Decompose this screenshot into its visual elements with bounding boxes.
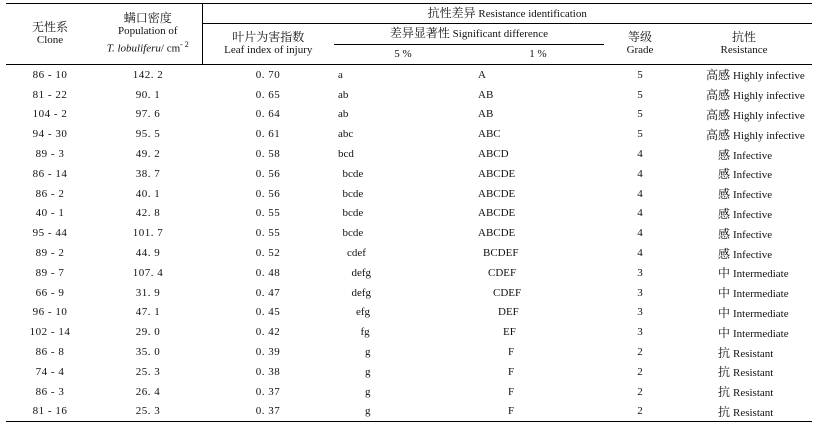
resistance-cell [676,382,812,402]
grade-cell: 2 [637,365,643,378]
significance-1-cell: ABCDE [478,167,516,180]
resistance-en: Infective [733,248,773,261]
resistance-zh: 抗性 [732,30,757,44]
grade-en: Grade [626,44,654,56]
table-row [6,362,812,382]
table-header [6,4,812,65]
clone-cell: 86 - 10 [32,68,68,81]
resistance-cell [676,105,812,125]
significance-1-cell: ABCDE [478,207,516,220]
resistance-en: Intermediate [733,327,789,340]
table-row [6,223,812,243]
leaf-index-cell: 0. 64 [255,108,281,121]
significance-5-cell: g [365,385,371,398]
resistance-cell [676,303,812,323]
resistance-zh: 中 [717,325,730,340]
population-cell: 107. 4 [132,266,164,279]
grade-cell: 4 [637,207,643,220]
species-name: T. lobuliferu [106,42,161,55]
resistance-ident-zh: 抗性差异 [427,5,476,20]
resistance-cell [676,85,812,105]
table-row [6,322,812,342]
clone-cell: 40 - 1 [35,207,65,220]
significance-header [334,24,604,45]
grade-cell: 3 [637,326,643,339]
population-header-zh: 螨口密度 [123,11,172,26]
resistance-cell [676,65,812,85]
significance-5-cell: fg [360,326,370,339]
clone-cell: 81 - 22 [32,88,68,101]
significance-1-cell: AB [478,108,494,121]
grade-cell: 2 [637,385,643,398]
table-row [6,65,812,85]
population-cell: 31. 9 [135,286,161,299]
resistance-zh: 感 [717,206,730,221]
clone-cell: 66 - 9 [35,286,65,299]
resistance-cell [676,342,812,362]
grade-cell: 2 [637,346,643,359]
leaf-index-zh: 叶片为害指数 [232,30,305,44]
significance-1-cell: CDEF [493,286,522,299]
resistance-en: Infective [733,149,773,162]
resistance-cell [676,362,812,382]
population-unit-exponent: - 2 [180,40,189,50]
leaf-index-cell: 0. 38 [255,365,281,378]
resistance-en: Resistant [733,347,774,360]
significance-1-cell: ABCDE [478,187,516,200]
grade-cell: 4 [637,167,643,180]
clone-cell: 89 - 7 [35,266,65,279]
significance-5-cell: cdef [347,247,366,260]
population-cell: 142. 2 [132,68,164,81]
significance-5-cell: bcd [338,148,354,161]
grade-cell: 5 [637,108,643,121]
leaf-index-cell: 0. 47 [255,286,281,299]
clone-cell: 89 - 2 [35,247,65,260]
leaf-index-cell: 0. 56 [255,167,281,180]
clone-cell: 74 - 4 [35,365,65,378]
leaf-index-en: Leaf index of injury [224,44,313,56]
leaf-index-cell: 0. 70 [255,68,281,81]
resistance-cell [676,223,812,243]
table-row [6,204,812,224]
grade-cell: 3 [637,286,643,299]
resistance-ident-header [202,4,812,24]
significance-5-cell: ab [338,108,349,121]
resistance-cell [676,144,812,164]
resistance-zh: 抗 [717,365,730,380]
grade-cell: 4 [637,187,643,200]
resistance-en: Highly infective [733,129,805,142]
clone-cell: 95 - 44 [32,227,68,240]
resistance-zh: 感 [717,167,730,182]
population-cell: 97. 6 [135,108,161,121]
resistance-en: Infective [733,208,773,221]
significance-5-cell: defg [351,286,372,299]
resistance-en: Intermediate [733,307,789,320]
resistance-cell [676,322,812,342]
significance-5-cell: efg [356,306,371,319]
resistance-zh: 感 [717,147,730,162]
resistance-en: Highly infective [733,70,805,83]
resistance-en: Resistant [733,367,774,380]
population-cell: 44. 9 [135,247,161,260]
resistance-table-container [6,3,812,422]
table-row [6,382,812,402]
leaf-index-cell: 0. 48 [255,266,281,279]
significance-1-cell: DEF [498,306,519,319]
population-cell: 25. 3 [135,365,161,378]
significance-5-cell: abc [338,128,354,141]
clone-cell: 86 - 2 [35,187,65,200]
population-cell: 101. 7 [132,227,164,240]
table-row [6,144,812,164]
clone-cell: 102 - 14 [29,326,71,339]
significance-zh: 差异显著性 [389,26,450,40]
resistance-zh: 高感 [705,88,730,103]
resistance-zh: 感 [717,246,730,261]
resistance-en: Infective [733,228,773,241]
resistance-zh: 感 [717,226,730,241]
population-cell: 95. 5 [135,128,161,141]
grade-cell: 2 [604,402,676,422]
table-row [6,164,812,184]
population-cell: 29. 0 [135,326,161,339]
resistance-zh: 抗 [717,345,730,360]
resistance-zh: 中 [717,266,730,281]
population-cell: 90. 1 [135,88,161,101]
p5-header: 5 % [334,45,472,65]
clone-cell: 86 - 8 [35,346,65,359]
significance-1-cell: F [508,365,515,378]
leaf-index-cell: 0. 65 [255,88,281,101]
resistance-en: Intermediate [733,268,789,281]
population-cell: 49. 2 [135,148,161,161]
population-header-en-2 [94,38,202,56]
grade-header [604,24,676,65]
resistance-cell [676,263,812,283]
leaf-index-cell: 0. 55 [255,207,281,220]
resistance-zh: 中 [717,286,730,301]
resistance-cell [676,124,812,144]
significance-5-cell: bcde [342,207,364,220]
significance-5-cell: g [365,346,371,359]
leaf-index-header [202,24,334,65]
leaf-index-cell: 0. 45 [255,306,281,319]
leaf-index-cell: 0. 61 [255,128,281,141]
population-cell: 40. 1 [135,187,161,200]
leaf-index-cell: 0. 58 [255,148,281,161]
resistance-en: Highly infective [733,90,805,103]
significance-1-cell: ABCDE [478,227,516,240]
population-unit: / cm [160,42,181,55]
significance-5-cell: bcde [342,227,364,240]
clone-cell: 96 - 10 [32,306,68,319]
significance-5-cell: bcde [342,167,364,180]
resistance-zh: 抗 [717,385,730,400]
table-row [6,124,812,144]
clone-header [6,4,94,65]
table-row [6,243,812,263]
table-row [6,342,812,362]
grade-cell: 3 [637,306,643,319]
grade-cell: 4 [637,148,643,161]
significance-5-cell: ab [338,88,349,101]
grade-cell: 3 [637,266,643,279]
table-row [6,283,812,303]
clone-header-en: Clone [36,34,64,46]
clone-cell: 86 - 3 [35,385,65,398]
resistance-cell [676,184,812,204]
population-cell: 25. 3 [94,402,202,422]
table-row [6,184,812,204]
significance-1-cell: AB [478,88,494,101]
resistance-cell [676,402,812,422]
resistance-cell [676,164,812,184]
resistance-table [6,3,812,422]
significance-5-cell: g [334,402,472,422]
significance-1-cell: A [478,68,486,81]
resistance-zh: 抗 [717,404,730,419]
grade-cell: 5 [637,88,643,101]
leaf-index-cell: 0. 56 [255,187,281,200]
significance-5-cell: g [365,365,371,378]
population-cell: 38. 7 [135,167,161,180]
table-row [6,303,812,323]
population-cell: 26. 4 [135,385,161,398]
resistance-cell [676,243,812,263]
resistance-en: Infective [733,169,773,182]
resistance-cell [676,204,812,224]
resistance-zh: 高感 [705,68,730,83]
population-cell: 35. 0 [135,346,161,359]
significance-1-cell: CDEF [488,266,517,279]
table-row [6,402,812,422]
p1-header: 1 % [472,45,604,65]
leaf-index-cell: 0. 42 [255,326,281,339]
significance-1-cell: ABCD [478,148,509,161]
grade-zh: 等级 [627,30,652,44]
clone-cell: 81 - 16 [6,402,94,422]
population-cell: 42. 8 [135,207,161,220]
clone-cell: 89 - 3 [35,148,65,161]
resistance-en: Resistant [733,406,774,419]
significance-1-cell: ABC [478,128,501,141]
grade-cell: 5 [637,68,643,81]
population-header [94,4,202,65]
significance-1-cell: F [508,346,515,359]
significance-1-cell: F [472,402,604,422]
clone-cell: 104 - 2 [32,108,68,121]
significance-5-cell: bcde [342,187,364,200]
clone-cell: 86 - 14 [32,167,68,180]
resistance-en: Resistant [733,387,774,400]
resistance-en: Intermediate [733,288,789,301]
significance-en: Significant difference [452,28,549,40]
significance-5-cell: a [338,68,343,81]
resistance-cell [676,283,812,303]
leaf-index-cell: 0. 37 [255,385,281,398]
leaf-index-cell: 0. 37 [202,402,334,422]
grade-cell: 4 [637,227,643,240]
resistance-en: Highly infective [733,109,805,122]
population-cell: 47. 1 [135,306,161,319]
resistance-zh: 高感 [705,127,730,142]
clone-header-zh: 无性系 [31,20,68,34]
leaf-index-cell: 0. 39 [255,346,281,359]
resistance-zh: 中 [717,305,730,320]
significance-1-cell: EF [503,326,516,339]
significance-1-cell: F [508,385,515,398]
significance-5-cell: defg [351,266,372,279]
table-row [6,263,812,283]
resistance-en: Resistance [720,44,768,56]
resistance-ident-en: Resistance identification [478,7,587,20]
significance-1-cell: BCDEF [483,247,519,260]
table-row [6,85,812,105]
grade-cell: 5 [637,128,643,141]
table-body [6,65,812,422]
table-row [6,105,812,125]
clone-cell: 94 - 30 [32,128,68,141]
resistance-zh: 高感 [705,107,730,122]
leaf-index-cell: 0. 55 [255,227,281,240]
resistance-header [676,24,812,65]
leaf-index-cell: 0. 52 [255,247,281,260]
population-header-en-1: Population of [117,25,178,38]
grade-cell: 4 [637,247,643,260]
resistance-en: Infective [733,189,773,202]
resistance-zh: 感 [717,187,730,202]
